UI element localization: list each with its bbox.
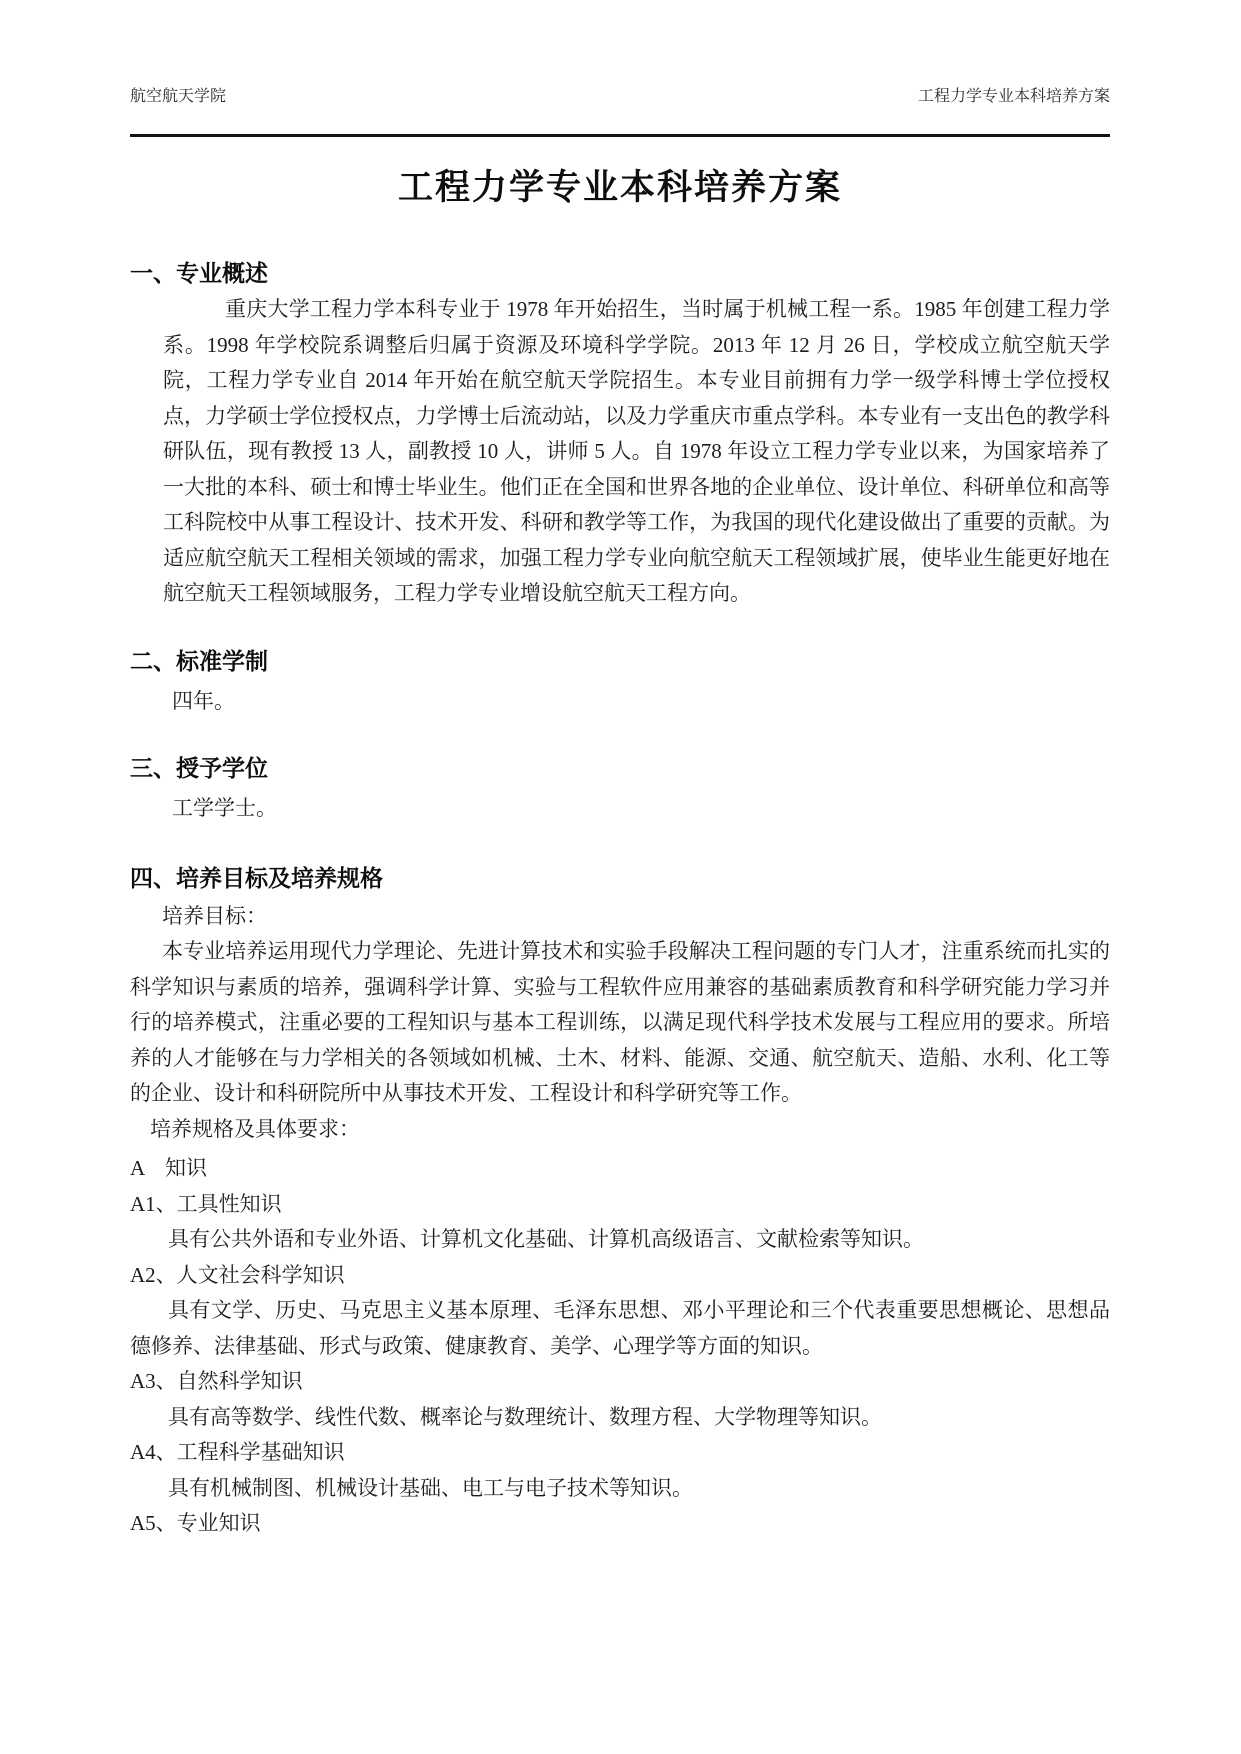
running-header xyxy=(130,88,1110,106)
section-4-heading: 四、培养目标及培养规格 xyxy=(130,864,383,891)
requirement-item-desc: 具有机械制图、机械设计基础、电工与电子技术等知识。 xyxy=(168,1475,693,1500)
section-1-paragraph: 重庆大学工程力学本科专业于 1978 年开始招生，当时属于机械工程一系。1985 年创建工程力学系。1998 年学校院系调整后归属于资源及环境科学学院。2013 年 12 月 26 日，学校成立航空航天学院，工程力学专业自 2014 年开始在航空航天学院招生。本专业目前拥有力学一级学科博士学位授权点，力学硕士学位授权点，力学博士后流动站，以及力学重庆市重点学科。本专业有一支出色的教学科研队伍，现有教授 13 人，副教授 10 人，讲师 5 人。自 1978 年设立工程力学专业以来，为国家培养了一大批的本科、硕士和博士毕业生。他们正在全国和世界各地的企业单位、设计单位、科研单位和高等工科院校中从事工程设计、技术开发、科研和教学等工作，为我国的现代化建设做出了重要的贡献。为适应航空航天工程相关领域的需求，加强工程力学专业向航空航天工程领域扩展，使毕业生能更好地在航空航天工程领域服务，工程力学专业增设航空航天工程方向。 xyxy=(163,297,1110,605)
requirement-item-desc: 具有公共外语和专业外语、计算机文化基础、计算机高级语言、文献检索等知识。 xyxy=(168,1227,924,1251)
section-overview xyxy=(130,259,1110,612)
running-header-left: 航空航天学院 xyxy=(130,88,227,105)
spec-label: 培养规格及具体要求： xyxy=(150,1116,360,1141)
requirement-item-desc: 具有文学、历史、马克思主义基本原理、毛泽东思想、邓小平理论和三个代表重要思想概论、思想品德修养、法律基础、形式与政策、健康教育、美学、心理学等方面的知识。 xyxy=(130,1298,1110,1358)
requirement-item-heading: A4、工程科学基础知识 xyxy=(130,1440,345,1464)
section-degree xyxy=(130,754,1110,827)
section-3-body: 工学学士。 xyxy=(172,796,277,820)
requirement-item-heading: A2、人文社会科学知识 xyxy=(130,1262,345,1287)
requirement-item-heading: A 知识 xyxy=(130,1156,208,1180)
header-rule xyxy=(130,134,1110,137)
section-2-body: 四年。 xyxy=(172,688,235,713)
goal-label: 培养目标： xyxy=(162,903,267,928)
document-title: 工程力学专业本科培养方案 xyxy=(397,168,842,207)
requirement-item-heading: A1、工具性知识 xyxy=(130,1191,282,1216)
section-2-heading: 二、标准学制 xyxy=(130,647,268,674)
section-study-length xyxy=(130,647,1110,720)
requirement-item-desc: 具有高等数学、线性代数、概率论与数理统计、数理方程、大学物理等知识。 xyxy=(168,1404,882,1429)
requirement-item-heading: A3、自然科学知识 xyxy=(130,1369,303,1393)
requirements-list xyxy=(130,1151,1110,1542)
section-3-heading: 三、授予学位 xyxy=(130,755,268,781)
section-1-heading: 一、专业概述 xyxy=(130,260,268,286)
section-objectives xyxy=(130,864,1110,1542)
goal-paragraph: 本专业培养运用现代力学理论、先进计算技术和实验手段解决工程问题的专门人才，注重系统而扎实的科学知识与素质的培养，强调科学计算、实验与工程软件应用兼容的基础素质教育和科学研究能力学习并行的培养模式，注重必要的工程知识与基本工程训练，以满足现代科学技术发展与工程应用的要求。所培养的人才能够在与力学相关的各领域如机械、土木、材料、能源、交通、航空航天、造船、水利、化工等的企业、设计和科研院所中从事技术开发、工程设计和科学研究等工作。 xyxy=(130,939,1110,1105)
running-header-right: 工程力学专业本科培养方案 xyxy=(917,88,1110,105)
requirement-item-heading: A5、专业知识 xyxy=(130,1511,261,1535)
